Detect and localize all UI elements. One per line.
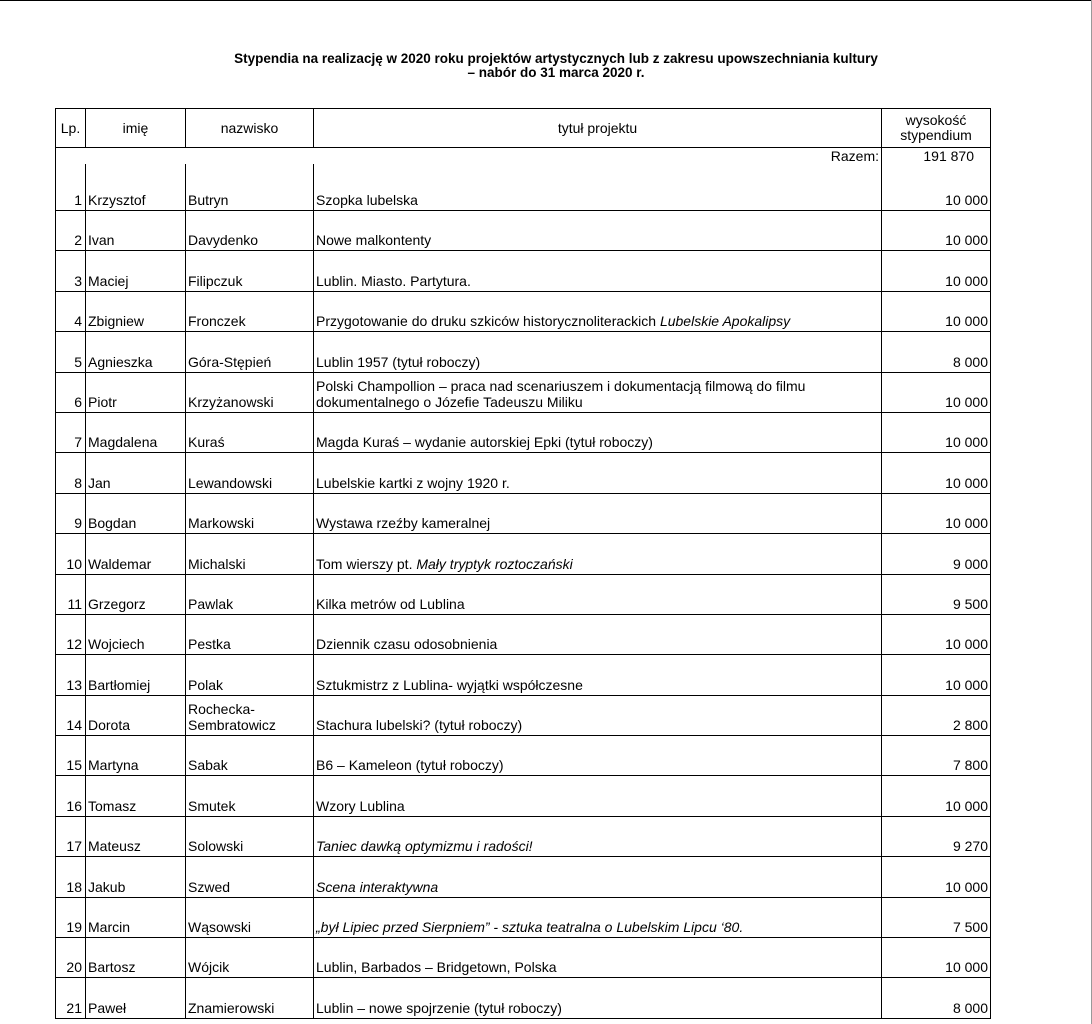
total-label: Razem: <box>56 148 882 165</box>
header-lp: Lp. <box>56 109 86 148</box>
first-name: Maciej <box>86 251 186 291</box>
last-name-line1: Rochecka- <box>188 701 255 718</box>
first-name: Paweł <box>86 978 186 1018</box>
table-row <box>56 251 991 291</box>
project-title-italic: Taniec dawką optymizmu i radości! <box>316 838 533 855</box>
table-row <box>56 897 991 937</box>
last-name: Smutek <box>186 776 314 816</box>
row-number: 6 <box>56 372 86 412</box>
first-name: Martyna <box>86 736 186 776</box>
first-name: Agnieszka <box>86 332 186 372</box>
row-number: 10 <box>56 534 86 574</box>
table-row <box>56 332 991 372</box>
last-name-line2: Sembratowicz <box>188 717 276 734</box>
project-title <box>314 978 882 1018</box>
project-title-text: Lublin, Barbados – Bridgetown, Polska <box>316 959 557 976</box>
project-title <box>314 534 882 574</box>
grant-amount: 10 000 <box>882 655 991 695</box>
last-name: Fronczek <box>186 291 314 331</box>
project-title-text: Stachura lubelski? (tytuł roboczy) <box>316 717 523 734</box>
grant-amount: 2 800 <box>882 695 991 735</box>
project-title <box>314 574 882 614</box>
row-number: 4 <box>56 291 86 331</box>
header-amount-line2: stypendium <box>900 127 972 143</box>
project-title-text: Lublin. Miasto. Partytura. <box>316 272 471 289</box>
table-row <box>56 816 991 856</box>
project-title-italic: Scena interaktywna <box>316 878 439 895</box>
project-title <box>314 857 882 897</box>
last-name: Góra-Stępień <box>186 332 314 372</box>
document-title <box>0 52 1092 80</box>
row-number: 9 <box>56 493 86 533</box>
table-row <box>56 412 991 452</box>
grant-amount: 10 000 <box>882 291 991 331</box>
table-row <box>56 978 991 1018</box>
project-title <box>314 695 882 735</box>
grant-amount: 10 000 <box>882 453 991 493</box>
header-project-title: tytuł projektu <box>314 109 882 148</box>
table-row <box>56 211 991 251</box>
row-number: 7 <box>56 412 86 452</box>
last-name: Butryn <box>186 164 314 211</box>
table-body <box>56 164 991 1018</box>
grant-amount: 9 270 <box>882 816 991 856</box>
first-name: Bartłomiej <box>86 655 186 695</box>
first-name: Magdalena <box>86 412 186 452</box>
first-name: Wojciech <box>86 614 186 654</box>
grant-amount: 10 000 <box>882 251 991 291</box>
project-title-text: Dziennik czasu odosobnienia <box>316 636 498 653</box>
table-row <box>56 453 991 493</box>
title-line-2: – nabór do 31 marca 2020 r. <box>467 65 645 80</box>
row-number: 20 <box>56 938 86 978</box>
project-title <box>314 291 882 331</box>
last-name: Polak <box>186 655 314 695</box>
project-title-line1: Polski Champollion – praca nad scenariuszem i dokumentacją filmową do filmu <box>316 377 806 394</box>
row-number: 1 <box>56 164 86 211</box>
grant-amount: 10 000 <box>882 493 991 533</box>
first-name: Marcin <box>86 897 186 937</box>
grant-amount: 7 800 <box>882 736 991 776</box>
total-row <box>56 148 991 165</box>
total-value: 191 870 <box>882 148 991 165</box>
row-number: 11 <box>56 574 86 614</box>
row-number: 18 <box>56 857 86 897</box>
table-row <box>56 164 991 211</box>
project-title-line2: dokumentalnego o Józefie Tadeuszu Miliku <box>316 393 583 410</box>
last-name: Davydenko <box>186 211 314 251</box>
project-title <box>314 776 882 816</box>
project-title-text: Lublin 1957 (tytuł roboczy) <box>316 353 481 370</box>
project-title <box>314 614 882 654</box>
last-name: Michalski <box>186 534 314 574</box>
project-title-text: Lubelskie kartki z wojny 1920 r. <box>316 474 510 491</box>
grant-amount: 10 000 <box>882 938 991 978</box>
last-name: Wójcik <box>186 938 314 978</box>
top-border-line <box>0 0 1092 1</box>
row-number: 19 <box>56 897 86 937</box>
row-number: 3 <box>56 251 86 291</box>
table-row <box>56 534 991 574</box>
project-title <box>314 251 882 291</box>
first-name: Tomasz <box>86 776 186 816</box>
header-amount-line1: wysokość <box>905 112 967 128</box>
table-row <box>56 291 991 331</box>
project-title <box>314 211 882 251</box>
first-name: Ivan <box>86 211 186 251</box>
last-name: Markowski <box>186 493 314 533</box>
grant-amount: 10 000 <box>882 211 991 251</box>
project-title-text: Nowe malkontenty <box>316 232 432 249</box>
project-title-text: Tom wierszy pt. <box>316 555 417 572</box>
first-name: Jan <box>86 453 186 493</box>
last-name <box>186 695 314 735</box>
row-number: 2 <box>56 211 86 251</box>
row-number: 13 <box>56 655 86 695</box>
row-number: 15 <box>56 736 86 776</box>
grant-amount: 8 000 <box>882 978 991 1018</box>
table-row <box>56 574 991 614</box>
row-number: 21 <box>56 978 86 1018</box>
grant-amount: 10 000 <box>882 164 991 211</box>
grant-amount: 10 000 <box>882 776 991 816</box>
first-name: Krzysztof <box>86 164 186 211</box>
project-title-text: Lublin – nowe spojrzenie (tytuł roboczy) <box>316 999 562 1016</box>
header-first-name: imię <box>86 109 186 148</box>
project-title <box>314 938 882 978</box>
project-title-text: B6 – Kameleon (tytuł roboczy) <box>316 757 504 774</box>
project-title <box>314 453 882 493</box>
table-row <box>56 736 991 776</box>
last-name: Znamierowski <box>186 978 314 1018</box>
table-row <box>56 776 991 816</box>
project-title-text: Przygotowanie do druku szkiców historycznoliterackich <box>316 313 660 330</box>
last-name: Szwed <box>186 857 314 897</box>
header-amount <box>882 109 991 148</box>
project-title <box>314 897 882 937</box>
row-number: 14 <box>56 695 86 735</box>
last-name: Wąsowski <box>186 897 314 937</box>
row-number: 16 <box>56 776 86 816</box>
project-title <box>314 655 882 695</box>
first-name: Piotr <box>86 372 186 412</box>
grant-amount: 8 000 <box>882 332 991 372</box>
table-row <box>56 372 991 412</box>
row-number: 12 <box>56 614 86 654</box>
project-title-italic: „był Lipiec przed Sierpniem” - sztuka teatralna o Lubelskim Lipcu ‘80. <box>316 919 744 936</box>
project-title-text: Magda Kuraś – wydanie autorskiej Epki (tytuł roboczy) <box>316 434 653 451</box>
table-row <box>56 493 991 533</box>
first-name: Jakub <box>86 857 186 897</box>
last-name: Filipczuk <box>186 251 314 291</box>
grant-amount: 7 500 <box>882 897 991 937</box>
row-number: 8 <box>56 453 86 493</box>
title-line-1: Stypendia na realizację w 2020 roku projektów artystycznych lub z zakresu upowszechniania kultury <box>234 51 878 66</box>
project-title <box>314 816 882 856</box>
header-last-name: nazwisko <box>186 109 314 148</box>
project-title-italic: Lubelskie Apokalipsy <box>659 313 791 330</box>
project-title <box>314 332 882 372</box>
project-title <box>314 493 882 533</box>
table-row <box>56 857 991 897</box>
scholarship-table <box>55 108 991 1019</box>
project-title <box>314 372 882 412</box>
project-title-text: Szopka lubelska <box>316 192 418 208</box>
project-title <box>314 736 882 776</box>
last-name: Solowski <box>186 816 314 856</box>
first-name: Zbigniew <box>86 291 186 331</box>
row-number: 5 <box>56 332 86 372</box>
table-row <box>56 614 991 654</box>
project-title-text: Kilka metrów od Lublina <box>316 595 465 612</box>
table-row <box>56 655 991 695</box>
project-title-text: Sztukmistrz z Lublina- wyjątki współczesne <box>316 676 583 693</box>
project-title-text: Wystawa rzeźby kameralnej <box>316 515 491 532</box>
header-row <box>56 109 991 148</box>
last-name: Pestka <box>186 614 314 654</box>
table-row <box>56 938 991 978</box>
project-title <box>314 412 882 452</box>
grant-amount: 10 000 <box>882 372 991 412</box>
grant-amount: 10 000 <box>882 857 991 897</box>
grant-amount: 9 500 <box>882 574 991 614</box>
row-number: 17 <box>56 816 86 856</box>
grant-amount: 10 000 <box>882 412 991 452</box>
table-row <box>56 695 991 735</box>
first-name: Waldemar <box>86 534 186 574</box>
grant-amount: 9 000 <box>882 534 991 574</box>
first-name: Grzegorz <box>86 574 186 614</box>
project-title-text: Wzory Lublina <box>316 797 405 814</box>
first-name: Bogdan <box>86 493 186 533</box>
grant-amount: 10 000 <box>882 614 991 654</box>
last-name: Kuraś <box>186 412 314 452</box>
first-name: Dorota <box>86 695 186 735</box>
project-title-italic: Mały tryptyk roztoczański <box>416 555 573 572</box>
first-name: Bartosz <box>86 938 186 978</box>
last-name: Krzyżanowski <box>186 372 314 412</box>
last-name: Sabak <box>186 736 314 776</box>
first-name: Mateusz <box>86 816 186 856</box>
last-name: Pawlak <box>186 574 314 614</box>
project-title <box>314 164 882 211</box>
last-name: Lewandowski <box>186 453 314 493</box>
